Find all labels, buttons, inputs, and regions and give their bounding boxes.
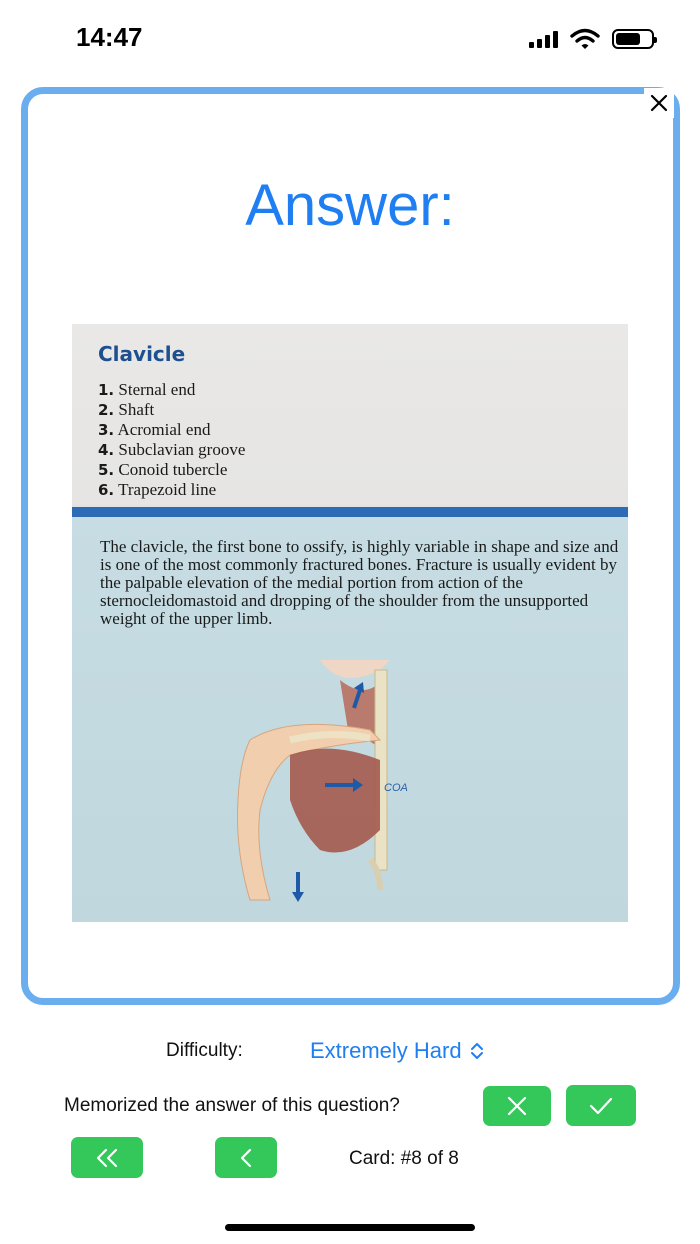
- image-paragraph: The clavicle, the first bone to ossify, is highly variable in shape and size and is one of the most commonly fractured bones. Fracture is usually evident by the palpable elevation of the medial portion from action of the sternocleidomastoid and dropping of the shoulder from the unsupported weight of the upper limb.: [100, 537, 619, 628]
- battery-icon: [612, 29, 654, 49]
- shoulder-anatomy-illustration: [230, 660, 470, 910]
- cellular-signal-icon: [529, 30, 558, 48]
- image-heading: Clavicle: [98, 342, 186, 366]
- list-item: 3. Acromial end: [98, 420, 211, 439]
- list-item: 2. Shaft: [98, 400, 155, 419]
- list-item: 5. Conoid tubercle: [98, 460, 228, 479]
- first-card-button[interactable]: [71, 1137, 143, 1178]
- chevron-up-down-icon: [470, 1042, 484, 1060]
- difficulty-picker[interactable]: [310, 1038, 484, 1064]
- double-chevron-left-icon: [94, 1148, 120, 1168]
- status-time: 14:47: [76, 22, 143, 52]
- list-item: 4. Subclavian groove: [98, 440, 246, 459]
- previous-card-button[interactable]: [215, 1137, 277, 1178]
- checkmark-icon: [589, 1096, 613, 1116]
- home-indicator[interactable]: [225, 1224, 475, 1231]
- chevron-left-icon: [239, 1148, 253, 1168]
- answer-title: Answer:: [245, 173, 455, 238]
- structure-list: [98, 380, 245, 500]
- x-mark-icon: [506, 1095, 528, 1117]
- card-counter: Card: #8 of 8: [349, 1148, 459, 1169]
- memorized-button[interactable]: [566, 1085, 636, 1126]
- close-icon: [644, 88, 674, 118]
- answer-image: [72, 324, 628, 922]
- difficulty-value: Extremely Hard: [310, 1038, 462, 1063]
- difficulty-label: Difficulty:: [166, 1040, 243, 1061]
- status-icons: [529, 26, 654, 52]
- memorized-question-label: Memorized the answer of this question?: [64, 1095, 400, 1116]
- figure-label: COA: [384, 782, 408, 794]
- close-button[interactable]: [644, 88, 674, 118]
- list-item: 6. Trapezoid line: [98, 480, 217, 499]
- divider-band: [72, 507, 628, 517]
- not-memorized-button[interactable]: [483, 1086, 551, 1126]
- wifi-icon: [570, 28, 600, 50]
- list-item: 1. Sternal end: [98, 380, 196, 399]
